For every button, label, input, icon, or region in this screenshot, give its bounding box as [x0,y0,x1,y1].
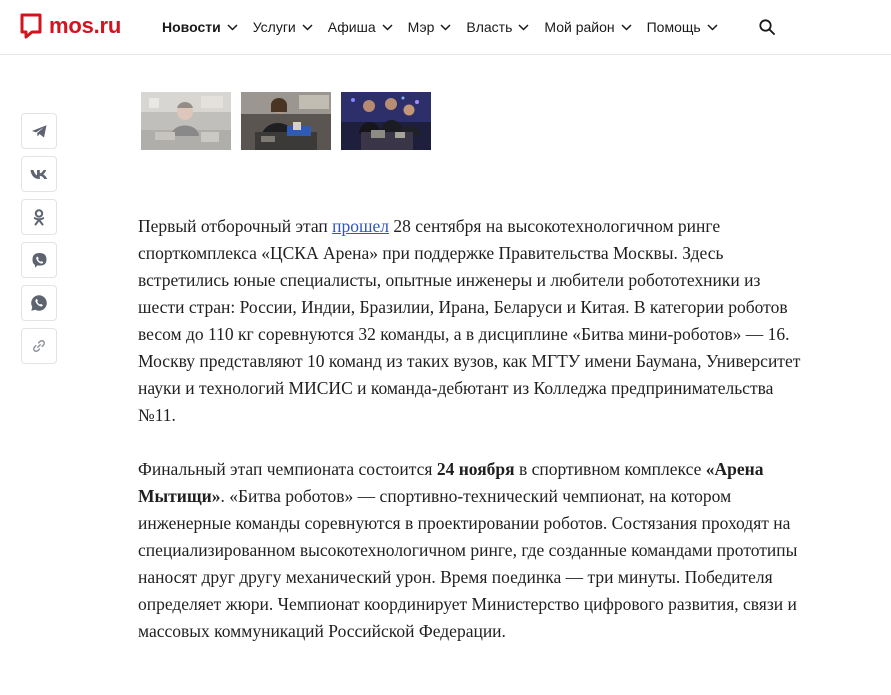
nav-item-help[interactable] [647,19,718,35]
copy-link-button[interactable] [21,328,57,364]
gallery-thumbnail[interactable] [341,92,431,150]
nav-item-my-district[interactable] [544,19,631,35]
chevron-down-icon [302,24,313,31]
main-nav [162,0,733,54]
share-viber-button[interactable] [21,242,57,278]
photo-thumbnail-image [141,92,231,150]
paragraph-text: Первый отборочный этап [138,216,333,236]
share-panel [21,113,57,371]
photo-gallery [141,92,441,150]
telegram-icon [31,124,48,139]
chevron-down-icon [621,24,632,31]
photo-thumbnail-image [241,92,331,150]
share-odnoklassniki-button[interactable] [21,199,57,235]
nav-item-label: Мой район [544,19,615,35]
nav-item-news[interactable] [162,19,238,35]
chevron-down-icon [382,24,393,31]
nav-item-services[interactable] [253,19,313,35]
article-paragraph [138,456,808,645]
nav-item-mayor[interactable] [408,19,452,35]
chevron-down-icon [440,24,451,31]
nav-item-label: Власть [466,19,513,35]
whatsapp-icon [30,294,48,312]
gallery-thumbnail[interactable] [141,92,231,150]
logo-icon [20,13,42,39]
nav-item-label: Помощь [646,19,701,35]
share-vk-button[interactable] [21,156,57,192]
logo-text: mos.ru [49,13,122,38]
article-paragraph [138,213,808,429]
chevron-down-icon [707,24,718,31]
chevron-down-icon [518,24,529,31]
paragraph-text: . «Битва роботов» — спортивно-технический чемпионат, на котором инженерные команды соревнуются в проектировании роботов. Состязания проходят на специализированном высокотехнологичном ринге, где созданные командами прототипы наносят друг другу механический урон. Время поединка — три минуты. Победителя определяет жюри. Чемпионат координирует Министерство цифрового развития, связи и массовых коммуникаций Российской Федерации. [138,486,798,641]
paragraph-text: в спортивном комплексе [514,459,706,479]
link-icon [32,339,46,353]
gallery-thumbnail[interactable] [241,92,331,150]
article-link[interactable]: прошел [332,216,389,236]
vk-icon [30,169,48,180]
article-body [138,213,808,645]
chevron-down-icon [227,24,238,31]
search-icon[interactable] [759,19,775,35]
photo-thumbnail-image [341,92,431,150]
nav-item-label: Афиша [327,19,376,35]
odnoklassniki-icon [33,209,45,226]
site-header [0,0,891,55]
nav-item-government[interactable] [466,19,529,35]
nav-item-afisha[interactable] [328,19,393,35]
event-venue: «Арена Мытищи» [138,459,764,506]
share-whatsapp-button[interactable] [21,285,57,321]
event-date: 24 ноября [436,459,515,479]
paragraph-text: 28 сентября на высокотехнологичном ринге спорткомплекса «ЦСКА Арена» при поддержке Правительства Москвы. Здесь встретились юные специалисты, опытные инженеры и любители робототехники из шести стран: России, Индии, Бразилии, Ирана, Беларуси и Китая. В категории роботов весом до 110 кг соревнуются 32 команды, а в дисциплине «Битва мини-роботов» — 16. Москву представляют 10 команд из таких вузов, как МГТУ имени Баумана, Университет науки и технологий МИСИС и команда-дебютант из Колледжа предпринимательства №11. [138,216,801,425]
share-telegram-button[interactable] [21,113,57,149]
viber-icon [31,252,48,269]
paragraph-text: Финальный этап чемпионата состоится [138,459,437,479]
logo-link[interactable] [20,12,121,40]
nav-item-label: Услуги [252,19,296,35]
nav-item-label: Мэр [407,19,435,35]
nav-item-label: Новости [162,19,221,35]
